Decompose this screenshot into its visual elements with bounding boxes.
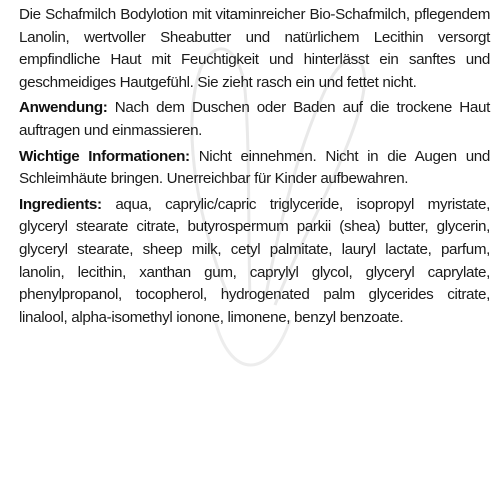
application-label: Anwendung:	[19, 99, 108, 117]
important-info-label: Wichtige Informationen:	[19, 147, 190, 165]
ingredients-text: aqua, caprylic/capric triglyceride, isopropyl myristate, glyceryl stearate citrate, butyrospermum parkii (shea) butter, glycerin, glyceryl stearate, sheep milk, cetyl palmitate, lauryl lactate, parfum, lanolin, lecithin, xanthan gum, caprylyl glycol, glyceryl caprylate, phenylpropanol, tocopherol, hydrogenated palm glycerides citrate, linalool, alpha-isomethyl ionone, limonene, benzyl benzoate.	[19, 195, 491, 326]
application-text: Nach dem Duschen oder Baden auf die trockene Haut auftragen und einmassieren.	[19, 99, 490, 139]
intro-paragraph	[19, 4, 490, 94]
important-info-text: Nicht einnehmen. Nicht in die Augen und Schleimhäute bringen. Unerreichbar für Kinder aufbewahren.	[19, 147, 490, 188]
ingredients-label: Ingredients:	[19, 195, 102, 213]
intro-text: Die Schafmilch Bodylotion mit vitaminreicher Bio-Schafmilch, pflegendem Lanolin, wertvoller Sheabutter und natürlichem Lecithin versorgt empfindliche Haut mit Feuchtigkeit und hinterlässt ein sanftes und geschmeidiges Hautgefühl. Sie zieht rasch ein und fettet nicht.	[19, 6, 490, 91]
important-info-paragraph	[19, 146, 490, 191]
application-paragraph	[19, 97, 490, 142]
ingredients-paragraph	[19, 194, 490, 330]
